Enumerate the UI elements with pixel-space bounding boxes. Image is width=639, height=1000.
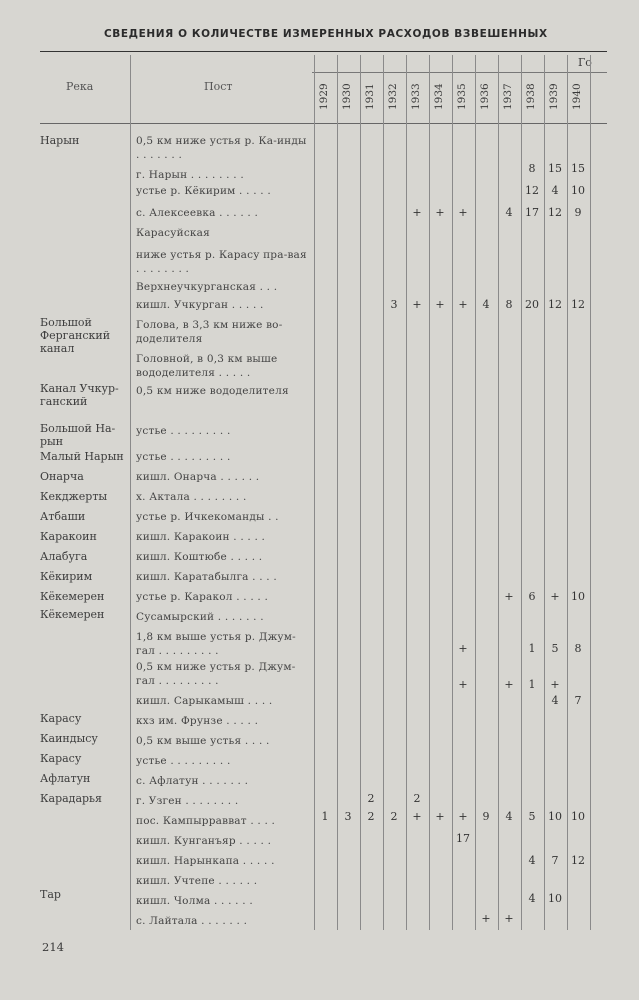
post-name: 0,5 км ниже устья р. Джум-гал . . . . . . . . . xyxy=(136,661,296,687)
table-cell: 12 xyxy=(548,206,562,219)
post-name: кишл. Онарча . . . . . . xyxy=(136,471,260,483)
table-cell: + xyxy=(412,810,422,823)
page-number: 214 xyxy=(42,940,64,954)
table-cell: + xyxy=(458,810,468,823)
column-divider xyxy=(337,55,338,930)
table-cell: 4 xyxy=(528,854,536,867)
table-cell: + xyxy=(435,810,445,823)
table-cell: + xyxy=(458,678,468,691)
post-name: кхз им. Фрунзе . . . . . xyxy=(136,715,259,727)
table-cell: 4 xyxy=(528,892,536,905)
table-cell: + xyxy=(458,298,468,311)
table-cell: 1 xyxy=(528,678,536,691)
table-cell: + xyxy=(435,206,445,219)
post-name: г. Узген . . . . . . . . xyxy=(136,795,239,807)
years-group-header: Го xyxy=(578,56,592,69)
river-name: Алабуга xyxy=(40,550,88,563)
table-cell: 10 xyxy=(548,892,562,905)
table-cell: 7 xyxy=(574,694,582,707)
post-name: кишл. Чолма . . . . . . xyxy=(136,895,253,907)
year-header: 1940 xyxy=(571,83,583,110)
river-name: Атбаши xyxy=(40,510,86,523)
table-cell: 20 xyxy=(525,298,539,311)
post-name: кишл. Учкурган . . . . . xyxy=(136,299,264,311)
table-cell: + xyxy=(458,642,468,655)
column-divider xyxy=(383,55,384,930)
river-name: Нарын xyxy=(40,134,80,147)
table-cell: 3 xyxy=(390,298,398,311)
river-name: Карасу xyxy=(40,752,82,765)
post-name: с. Алексеевка . . . . . . xyxy=(136,207,259,219)
column-divider xyxy=(475,55,476,930)
column-divider xyxy=(590,55,591,930)
table-cell: + xyxy=(504,678,514,691)
table-cell: 3 xyxy=(344,810,352,823)
post-name: ниже устья р. Карасу пра-вая . . . . . . . . xyxy=(136,249,307,275)
year-header: 1931 xyxy=(364,83,376,110)
river-name: Тар xyxy=(40,888,61,901)
river-name: Кекджерты xyxy=(40,490,108,503)
table-cell: 10 xyxy=(548,810,562,823)
table-cell: 2 xyxy=(367,810,375,823)
table-cell: 10 xyxy=(571,184,585,197)
post-name: х. Актала . . . . . . . . xyxy=(136,491,247,503)
table-cell: 15 xyxy=(548,162,562,175)
post-name: 1,8 км выше устья р. Джум-гал . . . . . . . . . xyxy=(136,631,296,657)
post-name: кишл. Сарыкамыш . . . . xyxy=(136,695,273,707)
river-name: Каиндысу xyxy=(40,732,98,745)
table-cell: 1 xyxy=(321,810,329,823)
column-divider xyxy=(314,55,315,930)
post-name: 0,5 км ниже устья р. Ка-инды . . . . . . . xyxy=(136,135,307,161)
post-name: 0,5 км выше устья . . . . xyxy=(136,735,270,747)
post-name: кишл. Каратабылга . . . . xyxy=(136,571,277,583)
river-name: Афлатун xyxy=(40,772,91,785)
river-name: Карадарья xyxy=(40,792,102,805)
river-name: Канал Учкур-ганский xyxy=(40,382,119,408)
river-name: Кёкемерен xyxy=(40,608,105,621)
table-cell: + xyxy=(481,912,491,925)
post-name: кишл. Нарынкапа . . . . . xyxy=(136,855,275,867)
table-cell: 10 xyxy=(571,590,585,603)
year-header: 1929 xyxy=(318,83,330,110)
table-cell: 8 xyxy=(505,298,513,311)
post-name: устье р. Кёкирим . . . . . xyxy=(136,185,271,197)
table-cell: 12 xyxy=(548,298,562,311)
table-cell: + xyxy=(412,298,422,311)
table-cell: 2 xyxy=(390,810,398,823)
column-header-post: Пост xyxy=(204,80,233,93)
year-header: 1934 xyxy=(433,83,445,110)
post-name: пос. Кампырравват . . . . xyxy=(136,815,276,827)
post-name: устье р. Ичкекоманды . . xyxy=(136,511,279,523)
year-header: 1935 xyxy=(456,83,468,110)
year-header: 1933 xyxy=(410,83,422,110)
post-name: Головной, в 0,3 км выше вододелителя . . . . . xyxy=(136,353,278,379)
table-cell: 4 xyxy=(505,810,513,823)
table-cell: 4 xyxy=(505,206,513,219)
table-cell: 5 xyxy=(528,810,536,823)
column-divider xyxy=(429,55,430,930)
post-name: кишл. Учтепе . . . . . . xyxy=(136,875,258,887)
post-name: Верхнеучкурганская . . . xyxy=(136,281,278,293)
year-header: 1938 xyxy=(525,83,537,110)
table-cell: + xyxy=(550,678,560,691)
table-cell: + xyxy=(435,298,445,311)
table-cell: 4 xyxy=(551,184,559,197)
river-name: Кёкирим xyxy=(40,570,93,583)
post-name: устье . . . . . . . . . xyxy=(136,425,231,437)
year-header: 1936 xyxy=(479,83,491,110)
post-name: с. Афлатун . . . . . . . xyxy=(136,775,249,787)
table-cell: 8 xyxy=(574,642,582,655)
table-cell: 6 xyxy=(528,590,536,603)
table-cell: 17 xyxy=(525,206,539,219)
table-cell: 10 xyxy=(571,810,585,823)
table-cell: + xyxy=(550,590,560,603)
table-cell: 2 xyxy=(367,792,375,805)
table-cell: 8 xyxy=(528,162,536,175)
table-cell: 1 xyxy=(528,642,536,655)
table-cell: + xyxy=(458,206,468,219)
post-name: кишл. Каракоин . . . . . xyxy=(136,531,266,543)
table-cell: 17 xyxy=(456,832,470,845)
column-divider xyxy=(452,55,453,930)
table-cell: 12 xyxy=(571,298,585,311)
table-cell: + xyxy=(504,590,514,603)
table-cell: 7 xyxy=(551,854,559,867)
post-name: Карасуйская xyxy=(136,227,210,239)
river-name: Большой Ферганский канал xyxy=(40,316,111,355)
river-name: Кёкемерен xyxy=(40,590,105,603)
year-header: 1939 xyxy=(548,83,560,110)
table-cell: + xyxy=(504,912,514,925)
river-name: Онарча xyxy=(40,470,84,483)
table-cell: 5 xyxy=(551,642,559,655)
post-name: с. Лайтала . . . . . . . xyxy=(136,915,248,927)
post-name: Голова, в 3,3 км ниже во-доделителя xyxy=(136,319,283,345)
river-name: Каракоин xyxy=(40,530,97,543)
years-rule xyxy=(312,72,607,73)
table-cell: 4 xyxy=(551,694,559,707)
year-header: 1937 xyxy=(502,83,514,110)
post-name: г. Нарын . . . . . . . . xyxy=(136,169,244,181)
post-name: устье . . . . . . . . . xyxy=(136,451,231,463)
post-name: Сусамырский . . . . . . . xyxy=(136,611,264,623)
post-name: 0,5 км ниже вододелителя xyxy=(136,385,289,397)
column-divider xyxy=(130,55,131,930)
page-title: СВЕДЕНИЯ О КОЛИЧЕСТВЕ ИЗМЕРЕННЫХ РАСХОДОВ ВЗВЕШЕННЫХ xyxy=(104,28,548,40)
table-cell: 15 xyxy=(571,162,585,175)
river-name: Карасу xyxy=(40,712,82,725)
title-rule xyxy=(40,51,607,52)
year-header: 1932 xyxy=(387,83,399,110)
post-name: устье . . . . . . . . . xyxy=(136,755,231,767)
table-cell: 2 xyxy=(413,792,421,805)
year-header: 1930 xyxy=(341,83,353,110)
table-cell: 9 xyxy=(482,810,490,823)
river-name: Большой На-рын xyxy=(40,422,116,448)
table-cell: 12 xyxy=(571,854,585,867)
table-cell: + xyxy=(412,206,422,219)
table-cell: 4 xyxy=(482,298,490,311)
table-cell: 9 xyxy=(574,206,582,219)
post-name: устье р. Каракол . . . . . xyxy=(136,591,269,603)
column-divider xyxy=(498,55,499,930)
post-name: кишл. Коштюбе . . . . . xyxy=(136,551,263,563)
table-cell: 12 xyxy=(525,184,539,197)
column-header-river: Река xyxy=(66,80,94,93)
post-name: кишл. Кунганъяр . . . . . xyxy=(136,835,272,847)
river-name: Малый Нарын xyxy=(40,450,124,463)
